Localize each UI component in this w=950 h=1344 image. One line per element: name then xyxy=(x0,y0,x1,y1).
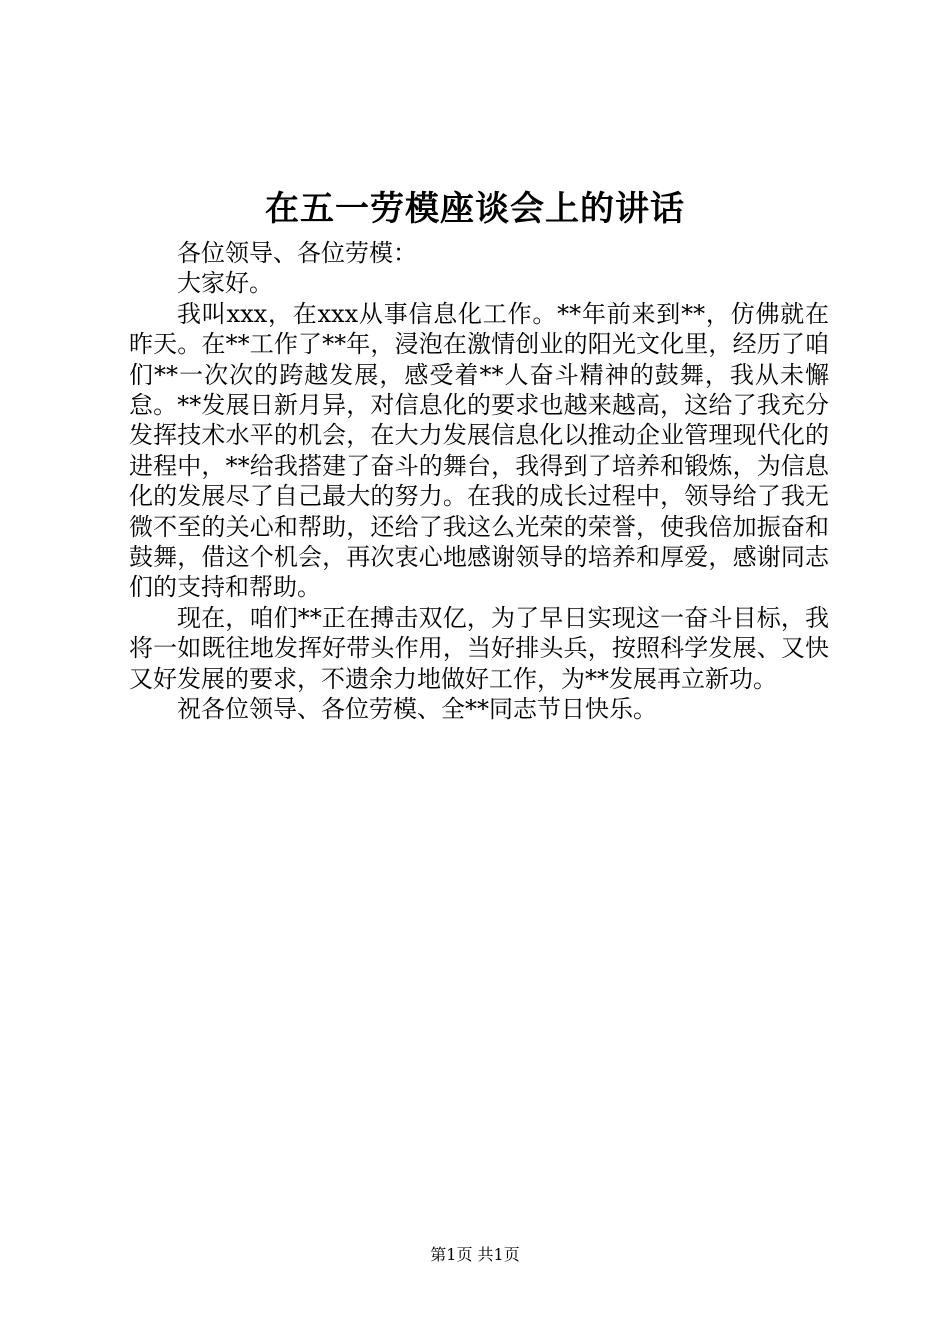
greeting-paragraph: 大家好。 xyxy=(177,269,273,298)
closing-paragraph: 祝各位领导、各位劳模、全**同志节日快乐。 xyxy=(177,695,657,724)
body-paragraph-commitment: 现在，咱们**正在搏击双亿，为了早日实现这一奋斗目标，我将一如既往地发挥好带头作用，当好排头兵，按照科学发展、又快又好发展的要求，不遗余力地做好工作，为**发展再立新功。 xyxy=(129,603,829,693)
salutation-paragraph: 各位领导、各位劳模： xyxy=(177,239,417,267)
document-body xyxy=(129,238,829,725)
page-number-footer: 第1页 共1页 xyxy=(430,1245,520,1264)
body-paragraph-introduction: 我叫xxx，在xxx从事信息化工作。**年前来到**，仿佛就在昨天。在**工作了**年，浸泡在激情创业的阳光文化里，经历了咱们**一次次的跨越发展，感受着**人奋斗精神的鼓舞，我从未懈怠。**发展日新月异，对信息化的要求也越来越高，这给了我充分发挥技术水平的机会，在大力发展信息化以推动企业管理现代化的进程中，**给我搭建了奋斗的舞台，我得到了培养和锻炼，为信息化的发展尽了自己最大的努力。在我的成长过程中，领导给了我无微不至的关心和帮助，还给了我这么光荣的荣誉，使我倍加振奋和鼓舞，借这个机会，再次衷心地感谢领导的培养和厚爱，感谢同志们的支持和帮助。 xyxy=(129,299,829,602)
document-title: 在五一劳模座谈会上的讲话 xyxy=(265,189,685,229)
